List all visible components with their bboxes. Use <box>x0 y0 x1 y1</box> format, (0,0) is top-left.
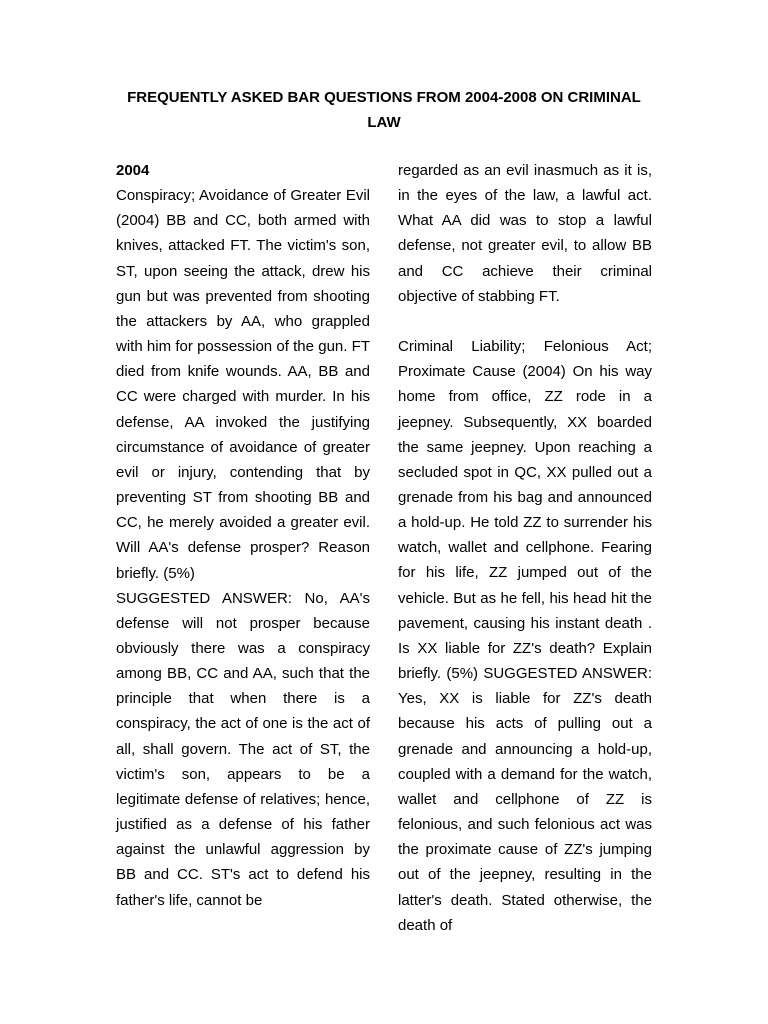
question-paragraph: Conspiracy; Avoidance of Greater Evil (2004) BB and CC, both armed with knives, attacked FT. The victim's son, ST, upon seeing the attack, drew his gun but was prevented from shooting the attackers by AA, who grappled with him for possession of the gun. FT died from knife wounds. AA, BB and CC were charged with murder. In his defense, AA invoked the justifying circumstance of avoidance of greater evil or injury, contending that by preventing ST from shooting BB and CC, he merely avoided a greater evil. Will AA's defense prosper? Reason briefly. (5%) <box>116 187 370 582</box>
question-paragraph: Criminal Liability; Felonious Act; Proximate Cause (2004) On his way home from office, ZZ rode in a jeepney. Subsequently, XX boarded the same jeepney. Upon reaching a secluded spot in QC, XX pulled out a grenade from his bag and announced a hold-up. He told ZZ to surrender his watch, wallet and cellphone. Fearing for his life, ZZ jumped out of the vehicle. But as he fell, his head hit the pavement, causing his instant death . Is XX liable for ZZ's death? Explain briefly. (5%) SUGGESTED ANSWER: Yes, XX is liable for ZZ's death because his acts of pulling out a grenade and announcing a hold-up, coupled with a demand for the watch, wallet and cellphone of ZZ is felonious, and such felonious act was the proximate cause of ZZ's jumping out of the jeepney, resulting in the latter's death. Stated otherwise, the death of <box>398 338 652 934</box>
year-heading: 2004 <box>116 162 150 179</box>
left-column <box>116 158 370 913</box>
right-column <box>398 158 652 938</box>
answer-paragraph-continued: regarded as an evil inasmuch as it is, in the eyes of the law, a lawful act. What AA did was to stop a lawful defense, not greater evil, to allow BB and CC achieve their criminal objective of stabbing FT. <box>398 162 652 305</box>
paragraph-spacer <box>398 309 652 334</box>
answer-paragraph: SUGGESTED ANSWER: No, AA's defense will not prosper because obviously there was a conspiracy among BB, CC and AA, such that the principle that when there is a conspiracy, the act of one is the act of all, shall govern. The act of ST, the victim's son, appears to be a legitimate defense of relatives; hence, justified as a defense of his father against the unlawful aggression by BB and CC. ST's act to defend his father's life, cannot be <box>116 589 370 909</box>
page-title: FREQUENTLY ASKED BAR QUESTIONS FROM 2004-2008 ON CRIMINAL LAW <box>127 89 641 131</box>
